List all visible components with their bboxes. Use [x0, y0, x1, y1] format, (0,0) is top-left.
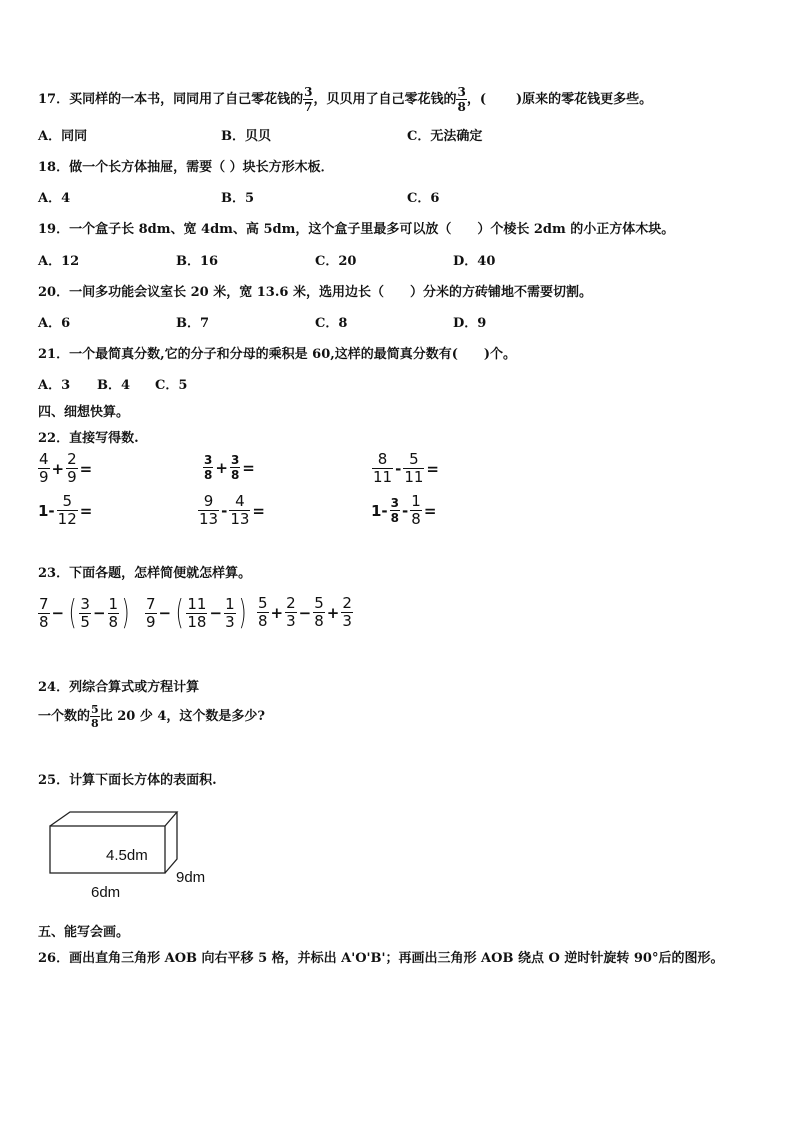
fraction: $\frac{1}{3}$	[225, 594, 235, 631]
fraction: $\frac{9}{13}$	[199, 492, 219, 528]
question-25: 25．计算下面长方体的表面积.	[38, 773, 217, 788]
fraction: $\frac{5}{12}$	[57, 492, 77, 528]
option-c[interactable]: C．8	[315, 316, 348, 331]
calc-item: $\frac{3}{8}$ + $\frac{3}{8}$ =	[204, 453, 255, 482]
fraction: $\frac{11}{18}$	[187, 594, 207, 631]
fraction: $\frac{3}{8}$	[390, 496, 400, 525]
fraction: $\frac{3}{8}$	[457, 85, 466, 114]
fraction: $\frac{3}{8}$	[204, 453, 213, 482]
section-heading: 四、细想快算。	[38, 405, 130, 420]
fraction: $\frac{4}{13}$	[230, 492, 250, 528]
option-a[interactable]: A．3	[38, 378, 71, 393]
option-a[interactable]: A．同同	[38, 129, 88, 144]
fraction: $\frac{7}{8}$	[39, 594, 49, 631]
fraction: $\frac{7}{9}$	[146, 594, 156, 631]
option-d[interactable]: D．40	[453, 254, 496, 269]
question-number: 17．	[38, 92, 70, 107]
section-heading: 五、能写会画。	[38, 925, 130, 940]
question-22: 22．直接写得数.	[38, 431, 139, 446]
question-text: ，贝贝用了自己零花钱的	[313, 92, 457, 107]
option-d[interactable]: D．9	[453, 316, 487, 331]
option-c[interactable]: C．20	[315, 254, 357, 269]
fraction: $\frac{3}{8}$	[230, 453, 240, 482]
option-b[interactable]: B．贝贝	[221, 129, 271, 144]
fraction: $\frac{3}{7}$	[304, 85, 313, 114]
question-24: 24．列综合算式或方程计算	[38, 680, 200, 695]
question-text: ，(	[466, 92, 486, 107]
cuboid-side-face	[165, 812, 177, 873]
cuboid-figure	[40, 805, 220, 905]
question-20: 20．一间多功能会议室长 20 米，宽 13.6 米，选用边长（ ）分米的方砖铺地不需要切割。	[38, 285, 592, 300]
question-text: 买同样的一本书，同同用了自己零花钱的	[69, 92, 304, 107]
option-c[interactable]: C．无法确定	[407, 129, 483, 144]
question-18: 18．做一个长方体抽屉，需要（ ）块长方形木板．	[38, 160, 334, 175]
length-label: 6dm	[91, 884, 121, 901]
question-24-body: 一个数的 $\frac{5}{8}$ 比 20 少 4，这个数是多少?	[38, 703, 266, 730]
question-17	[38, 86, 652, 113]
calc-item: $\frac{8}{11}$ - $\frac{5}{11}$ =	[373, 450, 439, 486]
calc-item: 1- $\frac{3}{8}$ - $\frac{1}{8}$ =	[371, 492, 437, 528]
width-label: 9dm	[176, 869, 206, 886]
option-b[interactable]: B．16	[176, 254, 219, 269]
fraction: $\frac{3}{5}$	[80, 594, 90, 631]
fraction: $\frac{1}{8}$	[108, 594, 119, 631]
option-b[interactable]: B．4	[97, 378, 131, 393]
option-b[interactable]: B．7	[176, 316, 210, 331]
expression-3: $\frac{5}{8}$ + $\frac{2}{3}$ − $\frac{5}{8}$ + $\frac{2}{3}$	[258, 594, 352, 630]
cuboid-top-face	[50, 812, 177, 826]
option-a[interactable]: A．4	[38, 191, 71, 206]
fraction: $\frac{1}{8}$	[411, 492, 421, 528]
fraction: $\frac{2}{3}$	[286, 594, 296, 630]
fraction: $\frac{5}{8}$	[314, 594, 324, 630]
option-c[interactable]: C．5	[155, 378, 188, 393]
question-23: 23．下面各题，怎样简便就怎样算。	[38, 566, 252, 581]
option-a[interactable]: A．12	[38, 254, 80, 269]
question-text: )原来的零花钱更多些。	[516, 92, 653, 107]
calc-item: $\frac{9}{13}$ - $\frac{4}{13}$ =	[199, 492, 265, 528]
height-label: 4.5dm	[106, 847, 148, 864]
expression-2: $\frac{7}{9}$ − ( $\frac{11}{18}$ − $\frac{1}{3}$ )	[146, 593, 247, 633]
question-26: 26．画出直角三角形 AOB 向右平移 5 格，并标出 A'O'B'；再画出三角形 AOB 绕点 O 逆时针旋转 90°后的图形。	[38, 951, 724, 966]
fraction: $\frac{5}{8}$	[258, 594, 268, 630]
option-a[interactable]: A．6	[38, 316, 71, 331]
question-21: 21．一个最简真分数,它的分子和分母的乘积是 60,这样的最简真分数有( )个。	[38, 347, 517, 362]
option-b[interactable]: B．5	[221, 191, 255, 206]
fraction: $\frac{4}{9}$	[39, 450, 49, 486]
fraction: $\frac{5}{8}$	[91, 703, 99, 730]
expression-1: $\frac{7}{8}$ − ( $\frac{3}{5}$ − $\frac{1}{8}$ )	[39, 593, 130, 633]
fraction: $\frac{2}{3}$	[342, 594, 352, 630]
question-19: 19．一个盒子长 8dm、宽 4dm、高 5dm，这个盒子里最多可以放（ ）个棱长 2dm 的小正方体木块。	[38, 222, 675, 237]
fraction: $\frac{2}{9}$	[67, 450, 77, 486]
fraction: $\frac{8}{11}$	[373, 450, 393, 486]
calc-item: $\frac{4}{9}$ + $\frac{2}{9}$ =	[39, 450, 93, 486]
option-c[interactable]: C．6	[407, 191, 440, 206]
fraction: $\frac{5}{11}$	[404, 450, 424, 486]
calc-item: 1- $\frac{5}{12}$ =	[38, 492, 93, 528]
